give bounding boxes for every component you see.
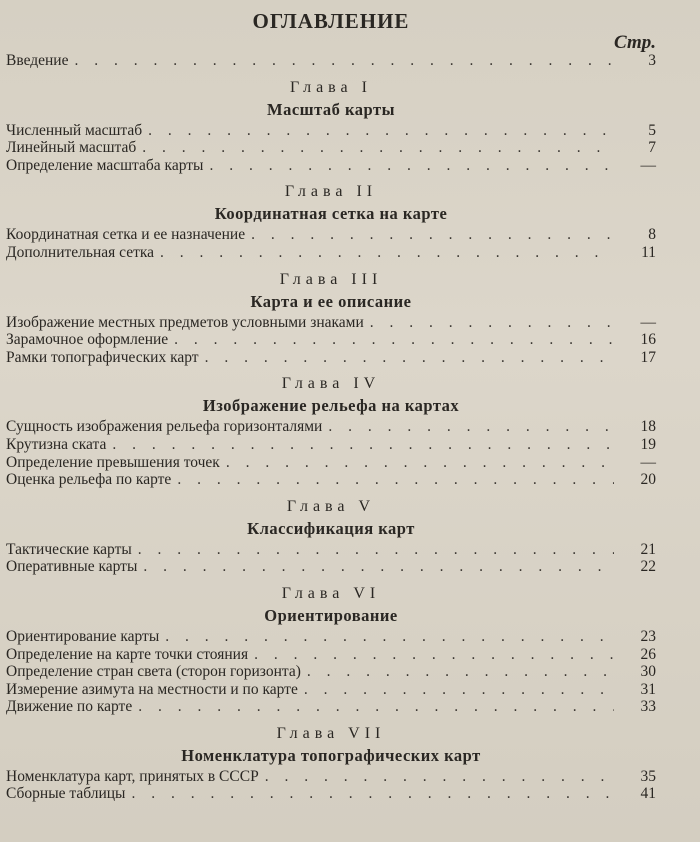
dot-leader <box>209 157 614 175</box>
dot-leader <box>112 436 614 454</box>
toc-entry-label: Ориентирование карты <box>6 627 160 645</box>
chapter-heading: Глава VII <box>276 724 386 742</box>
dot-leader <box>177 471 614 489</box>
dot-leader <box>226 454 614 472</box>
toc-entry-page: 16 <box>640 331 656 349</box>
toc-entry <box>6 681 656 699</box>
toc-entry <box>6 646 656 664</box>
dot-leader <box>370 314 614 332</box>
toc-entry <box>6 226 656 244</box>
chapter-title: Классификация карт <box>247 518 415 538</box>
toc-entry-intro <box>6 52 656 70</box>
toc-entry <box>6 122 656 140</box>
dot-leader <box>142 139 614 157</box>
toc-entry <box>6 558 656 576</box>
chapter-title: Номенклатура топографических карт <box>181 745 481 765</box>
chapter-heading: Глава III <box>279 270 383 288</box>
chapter-title: Изображение рельефа на картах <box>202 396 460 416</box>
toc-entry-label: Дополнительная сетка <box>6 243 155 261</box>
chapter-section <box>6 182 656 261</box>
dot-leader <box>143 558 614 576</box>
dot-leader <box>254 646 614 664</box>
toc-entry <box>6 349 656 367</box>
toc-entry-label: Линейный масштаб <box>6 139 137 157</box>
toc-entry-page: 11 <box>641 243 656 261</box>
toc-entry-label: Введение <box>6 52 69 69</box>
toc-entry-label: Зарамочное оформление <box>6 331 169 349</box>
chapter-section <box>6 270 656 367</box>
page-column-header: Стр. <box>614 32 656 53</box>
toc-entry <box>6 454 656 472</box>
toc-entry-page: 31 <box>640 680 656 698</box>
toc-entry <box>6 331 656 349</box>
toc-entry-label: Определение на карте точки стояния <box>6 645 249 663</box>
toc-entry <box>6 628 656 646</box>
chapter-heading: Глава VI <box>281 584 381 602</box>
dot-leader <box>74 52 614 70</box>
toc-entry-page: 21 <box>640 540 656 558</box>
chapter-section <box>6 78 656 175</box>
toc-entry-label: Сборные таблицы <box>6 785 126 803</box>
chapter-heading: Глава I <box>290 78 372 96</box>
dot-leader <box>160 244 614 262</box>
toc-entry-page: — <box>640 313 656 331</box>
toc-entry-label: Оперативные карты <box>6 558 138 576</box>
dot-leader <box>131 785 614 803</box>
toc-entry-label: Тактические карты <box>6 540 132 558</box>
toc-entry-page: 18 <box>640 418 656 436</box>
toc-entry-label: Определение превышения точек <box>6 453 220 471</box>
toc-entry-label: Численный масштаб <box>6 121 143 139</box>
chapter-heading: Глава II <box>284 183 378 201</box>
dot-leader <box>307 663 614 681</box>
chapter-heading: Глава V <box>286 497 376 515</box>
chapter-section <box>6 584 656 716</box>
dot-leader <box>328 418 614 436</box>
toc-entry-page: 35 <box>640 767 656 785</box>
toc-entry-label: Изображение местных предметов условными знаками <box>6 313 364 331</box>
chapter-section <box>6 374 656 488</box>
chapter-heading: Глава IV <box>281 375 381 393</box>
toc-entry-label: Координатная сетка и ее назначение <box>6 226 246 244</box>
toc-entry-label: Рамки топографических карт <box>6 348 199 366</box>
chapters-list <box>6 78 656 803</box>
toc-entry-label: Определение стран света (сторон горизонта) <box>6 663 301 681</box>
chapter-section <box>6 724 656 803</box>
toc-entry-page: 7 <box>648 139 656 157</box>
dot-leader <box>148 122 614 140</box>
toc-entry-page: 33 <box>640 698 656 716</box>
toc-entry-page: 19 <box>640 435 656 453</box>
toc-entry <box>6 768 656 786</box>
chapter-section <box>6 497 656 576</box>
toc-entry-label: Определение масштаба карты <box>6 156 204 174</box>
toc-entry-label: Сущность изображения рельефа горизонталями <box>6 418 323 436</box>
toc-entry-page: 22 <box>640 558 656 576</box>
toc-entry-page: 26 <box>640 645 656 663</box>
dot-leader <box>265 768 614 786</box>
toc-entry-page: 41 <box>640 785 656 803</box>
toc-entry <box>6 314 656 332</box>
chapter-title: Координатная сетка на карте <box>214 204 448 224</box>
toc-entry-label: Движение по карте <box>6 698 133 716</box>
dot-leader <box>138 541 614 559</box>
toc-entry <box>6 471 656 489</box>
toc-entry-label: Крутизна ската <box>6 435 107 453</box>
toc-entry-page: 23 <box>640 627 656 645</box>
toc-entry-page: 30 <box>640 663 656 681</box>
toc-entry-page: — <box>640 453 656 471</box>
toc-entry <box>6 418 656 436</box>
dot-leader <box>205 349 614 367</box>
toc-entry-page: 5 <box>648 121 656 139</box>
chapter-title: Масштаб карты <box>267 99 395 119</box>
toc-entry-page: 20 <box>640 471 656 489</box>
toc-entry <box>6 436 656 454</box>
chapter-title: Ориентирование <box>264 605 398 625</box>
toc-entry <box>6 785 656 803</box>
toc-entry <box>6 663 656 681</box>
toc-entry <box>6 541 656 559</box>
toc-entry-page: 3 <box>648 52 656 69</box>
toc-entry <box>6 244 656 262</box>
toc-entry-label: Оценка рельефа по карте <box>6 471 172 489</box>
dot-leader <box>138 698 614 716</box>
toc-title: ОГЛАВЛЕНИЕ <box>252 9 410 33</box>
chapter-title: Карта и ее описание <box>250 291 412 311</box>
dot-leader <box>251 226 614 244</box>
dot-leader <box>174 331 614 349</box>
toc-entry-page: 17 <box>640 348 656 366</box>
toc-entry-label: Номенклатура карт, принятых в СССР <box>6 767 259 785</box>
toc-entry-page: — <box>640 156 656 174</box>
toc-entry-page: 8 <box>648 226 656 244</box>
toc-entry <box>6 157 656 175</box>
dot-leader <box>304 681 614 699</box>
dot-leader <box>165 628 614 646</box>
toc-entry <box>6 139 656 157</box>
toc-entry-label: Измерение азимута на местности и по карте <box>6 680 298 698</box>
toc-entry <box>6 698 656 716</box>
